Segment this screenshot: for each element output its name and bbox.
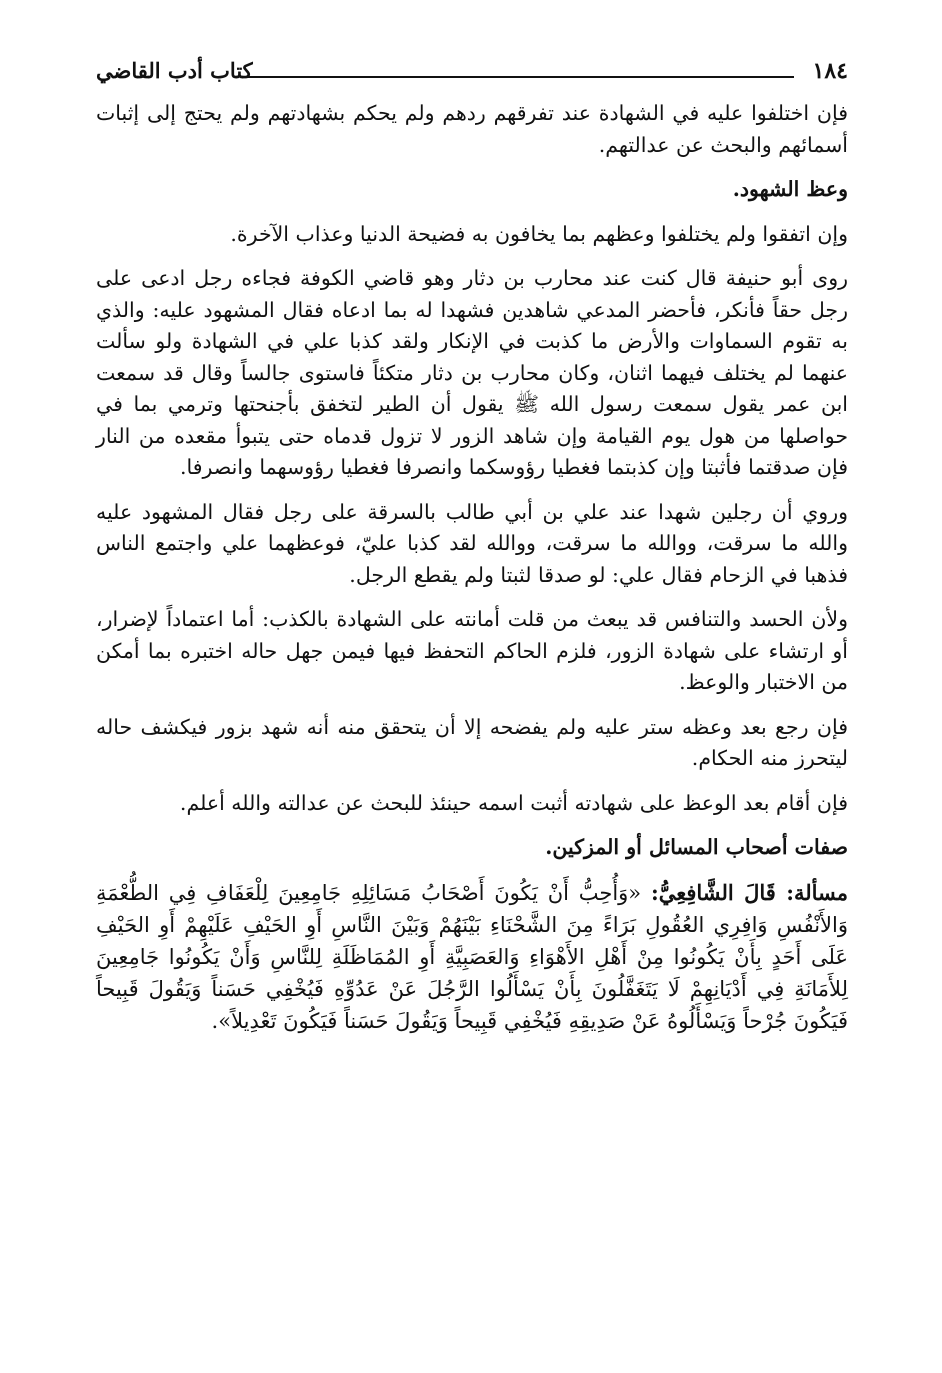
page-header (96, 58, 848, 92)
paragraph-6: فإن رجع بعد وعظه ستر عليه ولم يفضحه إلا أن يتحقق منه أنه شهد بزور فيكشف حاله ليتحرز منه الحكام. (96, 714, 848, 770)
paragraph-2: وإن اتفقوا ولم يختلفوا وعظهم بما يخافون به فضيحة الدنيا وعذاب الآخرة. (230, 221, 848, 246)
header-rule (246, 76, 794, 78)
paragraph-3: روى أبو حنيفة قال كنت عند محارب بن دثار وهو قاضي الكوفة فجاءه رجل ادعى على رجل حقاً فأنكر، فأحضر المدعي شاهدين فشهدا له بما ادعاه فقال المشهود عليه: والذي به تقوم السماوات والأرض ما كذبت في الإنكار ولقد كذبا علي في الشهادة ولو سألت عنهما لم يختلف فيهما اثنان، وكان محارب بن دثار متكئاً فاستوى جالساً وقال قد سمعت ابن عمر يقول سمعت رسول الله ﷺ يقول أن الطير لتخفق بأجنحتها وترمي بما في حواصلها من هول يوم القيامة وإن شاهد الزور لا تزول قدماه حتى يتبوأ مقعده من النار فإن صدقتما فأثبتا وإن كذبتما فغطيا رؤوسكما وانصرفا فغطيا رؤوسهما وانصرفا. (96, 266, 848, 479)
masala-label: مسألة: قَالَ الشَّافِعِيُّ: (650, 879, 848, 905)
page-number: ١٨٤ (812, 58, 848, 84)
paragraph-4: وروي أن رجلين شهدا عند علي بن أبي طالب بالسرقة على رجل فقال المشهود عليه والله ما سرقت، ووالله ما سرقت، ووالله لقد كذبا عليّ، فوعظهما علي واجتمع الناس فذهبا في الزحام فقال علي: لو صدقا لثبتا ولم يقطع الرجل. (96, 499, 848, 587)
masala-paragraph (96, 877, 848, 1037)
section-heading-inquirers: صفات أصحاب المسائل أو المزكين. (545, 835, 848, 859)
book-title: كتاب أدب القاضي (96, 58, 253, 83)
page-body (96, 98, 848, 1050)
section-heading-witness-admonition: وعظ الشهود. (732, 177, 848, 201)
paragraph-5: ولأن الحسد والتنافس قد يبعث من قلت أمانته على الشهادة بالكذب: أما اعتماداً لإضرار، أو ارتشاء على شهادة الزور، فلزم الحاكم التحفظ فيها فيمن جهل حاله اختبره بما أمكن من الاختبار والوعظ. (96, 607, 848, 694)
paragraph-7: فإن أقام بعد الوعظ على شهادته أثبت اسمه حينئذ للبحث عن عدالته والله أعلم. (179, 790, 848, 815)
masala-quote: «وَأُحِبُّ أَنْ يَكُونَ أَصْحَابُ مَسَائِلِهِ جَامِعِينَ لِلْعَفَافِ فِي الطُّعْمَةِ وَالأَنْفُسِ وَافِرِي العُقُولِ بَرَاءً مِنَ الشَّحْنَاءِ بَيْنَهُمْ وَبَيْنَ النَّاسِ أَوِ الحَيْفِ عَلَيْهِمْ أَوِ الحَيْفِ عَلَى أَحَدٍ بِأَنْ يَكُونُوا مِنْ أَهْلِ الأَهْوَاءِ وَالعَصَبِيَّةِ أَوِ المُمَاظَلَةِ لِلنَّاسِ وَأَنْ يَكُونُوا جَامِعِينَ لِلأَمَانَةِ فِي أَدْيَانِهِمْ لَا يَتَغَفَّلُونَ بِأَنْ يَسْأَلُوا الرَّجُلَ عَنْ عَدُوِّهِ فَيُخْفِي حَسَناً وَيَقُولَ قَبِيحاً فَيَكُونَ جُرْحاً وَيَسْأَلُوهُ عَنْ صَدِيقِهِ فَيُخْفِي قَبِيحاً وَيَقُولَ حَسَناً فَيَكُونَ تَعْدِيلاً». (96, 880, 848, 1033)
paragraph-1: فإن اختلفوا عليه في الشهادة عند تفرقهم ردهم ولم يحكم بشهادتهم ولم يحتج إلى إثبات أسمائهم والبحث عن عدالتهم. (96, 101, 848, 157)
